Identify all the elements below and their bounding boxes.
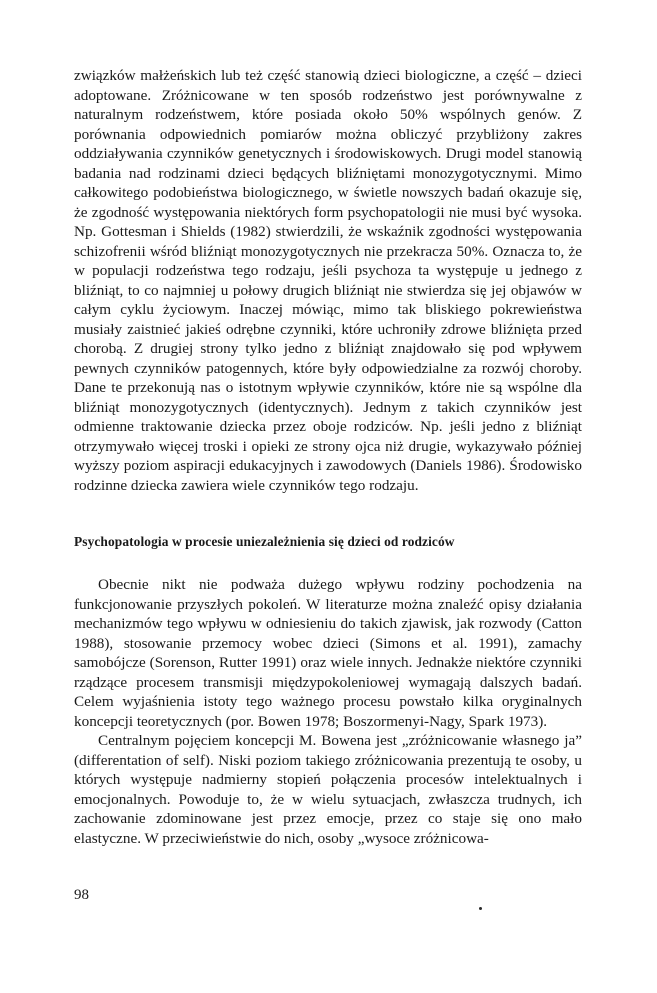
text-column bbox=[74, 66, 582, 848]
page-number: 98 bbox=[74, 887, 89, 903]
body-paragraph-continuation: związków małżeńskich lub też część stanowią dzieci biologiczne, a część – dzieci adoptowane. Zróżnicowane w ten sposób rodzeństwo jest porównywalne z naturalnym rodzeństwem, które posiada około 50% wspólnych genów. Z porównania odpowiednich pomiarów można obliczyć przybliżony zakres oddziaływania czynników genetycznych i środowiskowych. Drugi model stanowią badania nad rodzinami dzieci będących bliźniętami monozygotycznymi. Mimo całkowitego podobieństwa biologicznego, w świetle nowszych badań okazuje się, że zgodność występowania niektórych form psychopatologii nie musi być wysoka. Np. Gottesman i Shields (1982) stwierdzili, że wskaźnik zgodności występowania schizofrenii wśród bliźniąt monozygotycznych nie przekracza 50%. Oznacza to, że w populacji rodzeństwa tego rodzaju, jeśli psychoza ta występuje u jednego z bliźniąt, to co najmniej u połowy drugich bliźniąt nie stwierdza się jej objawów w całym cyklu życiowym. Inaczej mówiąc, mimo tak bliskiego pokrewieństwa musiały zaistnieć jakieś odrębne czynniki, które uchroniły zdrowe bliźnięta przed chorobą. Z drugiej strony tylko jedno z bliźniąt znajdowało się pod wpływem pewnych czynników patogennych, które były odpowiedzialne za rozwój choroby. Dane te przekonują nas o istotnym wpływie czynników, które nie są wspólne dla bliźniąt monozygotycznych (identycznych). Jednym z takich czynników jest odmienne traktowanie dziecka przez oboje rodziców. Np. jeśli jedno z bliźniąt otrzymywało więcej troski i opieki ze strony ojca niż drugie, wykazywało później wyższy poziom aspiracji edukacyjnych i zawodowych (Daniels 1986). Środowisko rodzinne dziecka zawiera wiele czynników tego rodzaju. bbox=[74, 67, 582, 494]
section-heading: Psychopatologia w procesie uniezależnienia się dzieci od rodziców bbox=[74, 534, 455, 549]
body-paragraph: Centralnym pojęciem koncepcji M. Bowena jest „zróżnicowanie własnego ja” (differentation of self). Niski poziom takiego zróżnicowania prezentują te osoby, u których występuje nadmierny stopień połączenia procesów intelektualnych i emocjonalnych. Powoduje to, że w wielu sytuacjach, zwłaszcza trudnych, ich zachowanie zdominowane jest przez emocje, przez co staje się ono mało elastyczne. W przeciwieństwie do nich, osoby „wysoce zróżnicowa- bbox=[74, 732, 582, 847]
body-paragraph: Obecnie nikt nie podważa dużego wpływu rodziny pochodzenia na funkcjonowanie przyszłych pokoleń. W literaturze można znaleźć opisy działania mechanizmów tego wpływu w odniesieniu do takich zjawisk, jak rozwody (Catton 1988), stosowanie przemocy wobec dzieci (Simons et al. 1991), zamachy samobójcze (Sorenson, Rutter 1991) oraz wiele innych. Jednakże niektóre czynniki rządzące procesem transmisji międzypokoleniowej wymagają dalszych badań. Celem wyjaśnienia istoty tego ważnego procesu powstało kilka oryginalnych koncepcji teoretycznych (por. Bowen 1978; Boszormenyi-Nagy, Spark 1973). bbox=[74, 576, 582, 730]
scan-speck bbox=[479, 907, 482, 910]
